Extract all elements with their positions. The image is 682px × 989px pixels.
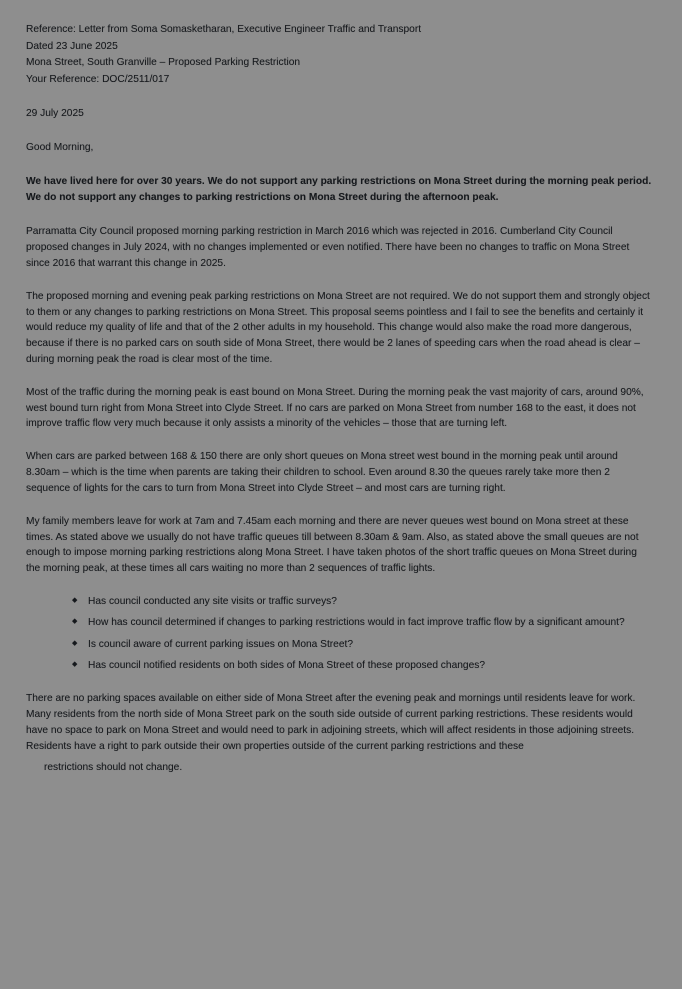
reference-line-2: Dated 23 June 2025 — [26, 40, 118, 52]
letter-body — [26, 22, 652, 776]
reference-block — [26, 22, 652, 88]
paragraph-5: My family members leave for work at 7am and 7.45am each morning and there are never queues west bound on Mona street at these times. As stated above we usually do not have traffic queues till between 8.30am & 9am. Also, as stated above the small queues are not enough to impose morning parking restrictions along Mona Street. I have taken photos of the short traffic queues on Mona Street during the morning peak, at these times all cars waiting no more than 2 sequences of traffic lights. — [26, 515, 639, 575]
salutation: Good Morning, — [26, 141, 94, 153]
list-item: ◆ Has council notified residents on both sides of Mona Street of these proposed changes? — [72, 658, 652, 673]
paragraph-3: Most of the traffic during the morning peak is east bound on Mona Street. During the morning peak the vast majority of cars, around 90%, west bound turn right from Mona Street into Clyde Street. If no cars are parked on Mona Street from number 168 to the east, it does not improve traffic flow very much because it only assists a minority of the vehicles – those that are turning left. — [26, 386, 644, 430]
question-list — [26, 594, 652, 673]
reference-line-3: Mona Street, South Granville – Proposed Parking Restriction — [26, 57, 301, 69]
list-item: ◆ How has council determined if changes to parking restrictions would in fact improve traffic flow by a significant amount? — [72, 615, 652, 630]
paragraph-2: The proposed morning and evening peak parking restrictions on Mona Street are not required. We do not support them and strongly object to them or any changes to parking restrictions on Mona Street. This proposal seems pointless and I fail to see the benefits and certainly it would reduce my quality of life and that of the 2 other adults in my household. This change would also make the road more dangerous, because if there is no parked cars on south side of Mona Street, there would be 2 lanes of speeding cars when the road ahead is clear – during morning peak the road is clear most of the time. — [26, 290, 650, 365]
reference-line-4: Your Reference: DOC/2511/017 — [26, 73, 170, 85]
paragraph-4: When cars are parked between 168 & 150 there are only short queues on Mona street west bound in the morning peak until around 8.30am – which is the time when parents are taking their children to school. Even around 8.30 the queues rarely take more then 2 sequence of lights for the cars to turn from Mona Street into Clyde Street – and most cars are turning right. — [26, 451, 618, 494]
closing-paragraph: There are no parking spaces available on either side of Mona Street after the evening peak and mornings until residents leave for work. Many residents from the north side of Mona Street park on the south side outside of current parking restrictions. These residents would have no space to park on Mona Street and would need to park in adjoining streets, which will affect residents in those adjoining streets. Residents have a right to park outside their own properties outside of the current parking restrictions and these — [26, 693, 636, 752]
letter-date: 29 July 2025 — [26, 108, 84, 120]
closing-paragraph-last-line: restrictions should not change. — [44, 762, 183, 774]
bold-statement: We have lived here for over 30 years. We do not support any parking restrictions on Mona Street during the morning peak period. We do not support any changes to parking restrictions on Mona Street during the afternoon peak. — [26, 175, 652, 203]
paragraph-1: Parramatta City Council proposed morning parking restriction in March 2016 which was rejected in 2016. Cumberland City Council proposed changes in July 2024, with no changes implemented or even notified. There have been no changes to traffic on Mona Street since 2016 that warrant this change in 2025. — [26, 226, 630, 269]
list-item: ◆ Has council conducted any site visits or traffic surveys? — [72, 594, 652, 609]
reference-line-1: Reference: Letter from Soma Somasketharan, Executive Engineer Traffic and Transport — [26, 24, 422, 35]
list-item: ◆ Is council aware of current parking issues on Mona Street? — [72, 637, 652, 652]
